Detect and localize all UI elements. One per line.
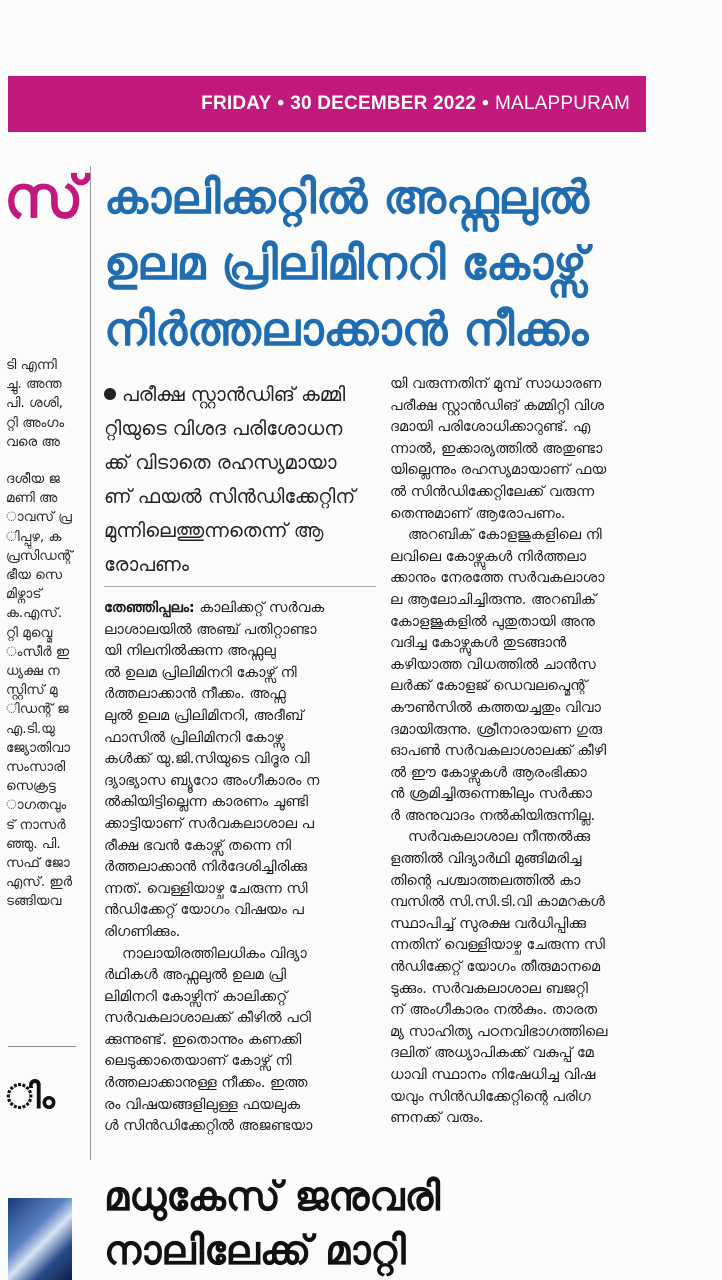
left-column-line: പ്രസിഡന്റ് — [6, 547, 73, 564]
left-headline-fragment: സ് — [4, 163, 84, 231]
paragraph-line: സ്ഥാപിച്ച് സുരക്ഷ വർധിപ്പിക്കു — [390, 915, 587, 932]
paragraph-line: രീക്ഷ ഭവൻ കോഴ്സ് തന്നെ നി — [104, 837, 292, 854]
paragraph-line: നാലായിരത്തിലധികം വിദ്യാ — [122, 945, 307, 962]
kicker-line: രോപണം — [104, 553, 189, 576]
left-column-line: എസ്. ഇർ — [6, 874, 73, 891]
paragraph-line: ർത്തലാക്കാനുള്ള നീക്കം. ഇത്ത — [104, 1075, 308, 1092]
paragraph-line: ലെടുക്കാതെയാണ് കോഴ്സ് നി — [104, 1053, 292, 1070]
paragraph-line: യവും സിൻഡിക്കേറ്റിന്റെ പരിഗ — [390, 1088, 591, 1105]
left-column-line: ിപ്പുഴ, ക — [6, 528, 62, 545]
paragraph-line: ഓപൺ സർവകലാശാലക്ക് കീഴി — [390, 743, 607, 760]
kicker-divider — [104, 586, 376, 587]
kicker-line: ക്ക് വിടാതെ രഹസ്യമായാ — [104, 451, 337, 474]
left-column-line: റ്റി മുവ്മെ — [6, 624, 53, 641]
paragraph-line: യില്ലെന്നും രഹസ്യമായാണ് ഫയ — [390, 462, 607, 479]
paragraph-line: ൽ സിൻഡിക്കേറ്റിലേക്ക് വരുന്ന — [390, 483, 595, 500]
left-column-line: ാവസ് പ്ര — [6, 509, 72, 526]
left-column-line: ംസീർ ഇ — [6, 643, 70, 660]
paragraph-line: സർവകലാശാല നീന്തൽക്കു — [408, 829, 591, 846]
paragraph-line: അറബിക് കോളജുകളിലെ നി — [408, 527, 602, 544]
headline-line: കാലിക്കറ്റിൽ അഫ്സലുൽ — [104, 170, 589, 224]
kicker-line: പരീക്ഷ സ്റ്റാൻഡിങ് കമ്മി — [122, 383, 346, 406]
left-column-line: സഫ് ജോ — [6, 855, 70, 872]
left-column-line: ദശീയ ജ — [6, 471, 60, 488]
left-column-line: ഭീയ സെ — [6, 567, 63, 584]
left-headline2-fragment: ിം — [6, 1077, 55, 1117]
left-column-line: ിഡന്റ് ജ — [6, 701, 69, 718]
paragraph-line: രം വിഷയങ്ങളിലുള്ള ഫയലുക — [104, 1096, 301, 1113]
paragraph-line: ഫാസിൽ പ്രിലിമിനറി കോഴ്സു — [104, 729, 284, 746]
paragraph-line: രിഗണിക്കും. — [104, 923, 181, 940]
dateline-place: MALAPPURAM — [494, 93, 630, 114]
paragraph-line: ധാവി സ്ഥാനം നിഷേധിച്ച വിഷ — [390, 1067, 596, 1083]
dateline-separator: • — [482, 93, 489, 114]
left-column-line: ച്ചു. അന്ത — [6, 376, 62, 393]
paragraph-line: വദിച്ച കോഴ്സുകൾ തുടങ്ങാൻ — [390, 635, 567, 652]
paragraph-line: കൾക്ക് യു.ജി.സിയുടെ വിദൂര വി — [104, 751, 310, 768]
paragraph-line: ടുക്കും. സർവകലാശാല ബജറ്റി — [390, 980, 588, 997]
paragraph-line: ദ്യാഭ്യാസ ബ്യൂറോ അംഗീകാരം ന — [104, 772, 320, 789]
paragraph-line: ലർക്ക് കോളജ് ഡെവലപ്മെന്റ് — [390, 678, 588, 695]
paragraph-line: കൗൺസിൽ കത്തയച്ചതും വിവാ — [390, 699, 601, 716]
paragraph-line: മ്യ സാഹിത്യ പഠനവിഭാഗത്തിലെ — [390, 1023, 608, 1040]
paragraph-line: ലവിലെ കോഴ്സുകൾ നിർത്തലാ — [390, 548, 587, 565]
paragraph-line: ന്നത്. വെള്ളിയാഴ്ച ചേരുന്ന സി — [104, 880, 308, 897]
left-column-line: ഞ്ഞു. പി. — [6, 835, 61, 852]
paragraph-line: ലാശാലയിൽ അഞ്ച് പതിറ്റാണ്ടാ — [104, 621, 317, 638]
paragraph-line: ർത്തലാക്കാൻ നീക്കം. അഫ്സ — [104, 686, 286, 703]
paragraph-line: ൻ ശ്രമിച്ചിരുന്നെങ്കിലും സർക്കാ — [390, 786, 592, 803]
paragraph-line: തെന്നുമാണ് ആരോപണം. — [390, 505, 566, 522]
paragraph-line: ദമായി പരിശോധിക്കാറുണ്ട്. എ — [390, 419, 591, 436]
headline-line: നിർത്തലാക്കാൻ നീക്കം — [104, 302, 589, 356]
left-column-line: ാഗതവും — [6, 797, 67, 814]
second-headline — [104, 1170, 664, 1278]
column-divider — [90, 166, 91, 1160]
headline2-line: മധുകേസ് ജനുവരി — [104, 1174, 441, 1220]
paragraph-line: ലുൽ ഉലമ പ്രിലിമിനറി, അദീബ് — [104, 707, 304, 724]
paragraph-line: കോളജുകളിൽ പുതുതായി അനു — [390, 613, 595, 630]
paragraph-line: ൽകിയിട്ടില്ലെന്ന കാരണം ചൂണ്ടി — [104, 794, 309, 811]
dateline-bar — [8, 76, 646, 132]
bullet-icon — [104, 388, 116, 400]
dateline-word: തേഞ്ഞിപ്പലം: — [104, 600, 195, 616]
left-column-line: മിഴ്നാട് — [6, 586, 42, 603]
left-column-text — [6, 356, 84, 912]
left-column-line: മണി അ — [6, 490, 58, 507]
paragraph-line: കഴിയാത്ത വിധത്തിൽ ചാൻസ — [390, 656, 596, 673]
paragraph-line: ന്നാൽ, ഇക്കാര്യത്തിൽ അതുണ്ടാ — [390, 440, 603, 457]
kicker-highlight — [104, 378, 380, 582]
paragraph-line: ൽ ഈ കോഴ്സുകൾ ആരംഭിക്കാ — [390, 764, 587, 781]
main-headline — [104, 164, 664, 362]
paragraph-line: മ്പസിൽ സി.സി.ടി.വി കാമറകൾ — [390, 894, 605, 911]
dateline-date: 30 DECEMBER 2022 — [290, 93, 477, 114]
kicker-line: റ്റിയുടെ വിശദ പരിശോധന — [104, 417, 343, 440]
paragraph-line: ൻഡിക്കേറ്റ് യോഗം വിഷയം പ — [104, 902, 304, 919]
paragraph-line: ർഥികൾ അഫ്സലുൽ ഉലമ പ്രി — [104, 967, 286, 984]
headline2-line: നാലിലേക്ക് മാറ്റി — [104, 1228, 406, 1274]
article-column-2 — [390, 374, 652, 1130]
paragraph-line: തിന്റെ പശ്ചാത്തലത്തിൽ കാ — [390, 872, 581, 889]
dateline-day: FRIDAY — [201, 93, 272, 114]
paragraph-line: ർ അനുവാദം നൽകിയിരുന്നില്ല. — [390, 807, 596, 824]
dateline-separator: • — [277, 93, 285, 114]
left-column-line: സംസാരി — [6, 759, 66, 776]
left-column-line: ട് നാസർ — [6, 816, 66, 833]
left-column-line: സ്റ്റിസ് മു — [6, 682, 58, 699]
left-photo — [8, 1198, 72, 1280]
left-column-line: ക.എസ്. — [6, 605, 63, 622]
left-column-line: ധ്യക്ഷ ന — [6, 663, 60, 680]
left-column-line: സെക്രട്ട — [6, 778, 56, 795]
left-column-line: ടി എന്നി — [6, 357, 57, 373]
paragraph-line: ലിമിനറി കോഴ്സിന് കാലിക്കറ്റ് — [104, 988, 288, 1005]
left-column-line: പി. ശശി, — [6, 395, 63, 412]
paragraph-line: ന് അംഗീകാരം നൽകും. താരത — [390, 1002, 598, 1019]
left-column-line: വരെ അ — [6, 433, 60, 450]
paragraph-line: ക്കാനും നേരത്തേ സർവകലാശാ — [390, 570, 605, 587]
paragraph-line: ൾ സിൻഡിക്കേറ്റിൽ അജണ്ടയാ — [104, 1118, 313, 1135]
paragraph-line: ളത്തിൽ വിദ്യാർഥി മുങ്ങിമരിച്ച — [390, 851, 582, 868]
paragraph-line: ക്കാട്ടിയാണ് സർവകലാശാല പ — [104, 815, 314, 832]
paragraph-line: പരീക്ഷ സ്റ്റാൻഡിങ് കമ്മിറ്റി വിശ — [390, 397, 604, 414]
left-column-line: എ.ടി.യു — [6, 720, 55, 737]
paragraph-line: ദലിത് അധ്യാപികക്ക് വകുപ്പ് മേ — [390, 1045, 594, 1062]
paragraph-line: ൻഡിക്കേറ്റ് യോഗം തീരുമാനമെ — [390, 959, 601, 976]
paragraph-line: ല ആലോചിച്ചിരുന്നു. അറബിക് — [390, 591, 597, 608]
paragraph-line: ണനക്ക് വരും. — [390, 1110, 484, 1127]
paragraph-line: ൽ ഉലമ പ്രിലിമിനറി കോഴ്സ് നി — [104, 664, 297, 681]
kicker-line: ണ് ഫയൽ സിൻഡിക്കേറ്റിന് — [104, 485, 356, 508]
paragraph-line: കാലിക്കറ്റ് സർവക — [194, 600, 325, 616]
paragraph-line: ന്നതിന് വെള്ളിയാഴ്ച ചേരുന്ന സി — [390, 937, 605, 954]
paragraph-line: ക്കുന്നുണ്ട്. ഇതൊന്നും കണക്കി — [104, 1031, 302, 1048]
left-column-line: റ്റി അംഗം — [6, 414, 65, 431]
paragraph-line: സർവകലാശാലക്ക് കീഴിൽ പഠി — [104, 1010, 311, 1027]
paragraph-line: യി നിലനിൽക്കുന്ന അഫ്സലു — [104, 643, 276, 660]
left-column-line: ജ്യോതിവാ — [6, 739, 70, 756]
paragraph-line: യി വരുന്നതിന് മുമ്പ് സാധാരണ — [390, 376, 602, 392]
kicker-line: മുന്നിലെത്തുന്നതെന്ന് ആ — [104, 519, 324, 542]
paragraph-line: ദമായിരുന്നു. ശ്രീനാരായണ ഗുരു — [390, 721, 603, 738]
article-column-1 — [104, 598, 380, 1138]
left-divider — [8, 1046, 76, 1047]
left-column-line: ടങ്ങിയവ — [6, 893, 62, 910]
headline-line: ഉലമ പ്രിലിമിനറി കോഴ്സ് — [104, 236, 587, 290]
paragraph-line: ർത്തലാക്കാൻ നിർദേശിച്ചിരിക്കു — [104, 859, 308, 876]
